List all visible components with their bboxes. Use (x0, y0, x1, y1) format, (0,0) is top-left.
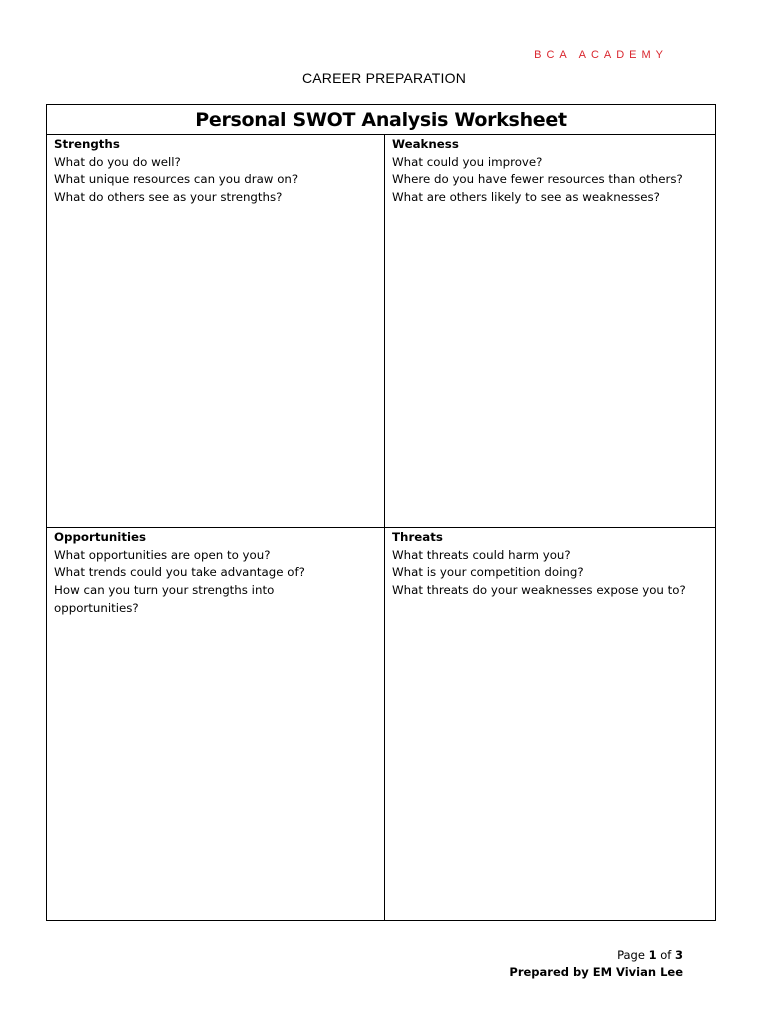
strengths-quadrant[interactable] (47, 135, 385, 528)
opportunities-quadrant[interactable] (47, 528, 385, 920)
weakness-quadrant[interactable] (385, 135, 715, 528)
opportunities-question: What trends could you take advantage of? (54, 565, 305, 580)
page-number (509, 947, 683, 964)
course-title: CAREER PREPARATION (301, 70, 467, 86)
threats-quadrant[interactable] (385, 528, 715, 920)
page-of: of (660, 948, 672, 962)
strengths-heading: Strengths (54, 137, 120, 151)
strengths-question: What do you do well? (54, 154, 181, 169)
brand-logo-text: BCA ACADEMY (534, 49, 668, 61)
threats-question: What threats do your weaknesses expose you to? (392, 583, 686, 598)
page-current: 1 (648, 948, 657, 962)
threats-question: What threats could harm you? (392, 547, 571, 562)
strengths-question: What unique resources can you draw on? (54, 172, 299, 187)
prepared-by: Prepared by EM Vivian Lee (509, 965, 683, 979)
weakness-question: What could you improve? (392, 154, 543, 169)
page-total: 3 (674, 948, 683, 962)
threats-heading: Threats (392, 530, 443, 544)
opportunities-question: What opportunities are open to you? (54, 547, 271, 562)
page-footer (509, 947, 683, 981)
strengths-question: What do others see as your strengths? (54, 190, 283, 205)
page-label: Page (617, 948, 645, 962)
opportunities-heading: Opportunities (54, 530, 147, 544)
weakness-question: What are others likely to see as weaknesses? (392, 190, 660, 205)
threats-question: What is your competition doing? (392, 565, 584, 580)
weakness-question: Where do you have fewer resources than others? (392, 172, 683, 187)
worksheet-title: Personal SWOT Analysis Worksheet (47, 105, 715, 135)
swot-worksheet (46, 104, 716, 921)
weakness-heading: Weakness (392, 137, 459, 151)
opportunities-question: How can you turn your strengths into opportunities? (54, 583, 275, 615)
